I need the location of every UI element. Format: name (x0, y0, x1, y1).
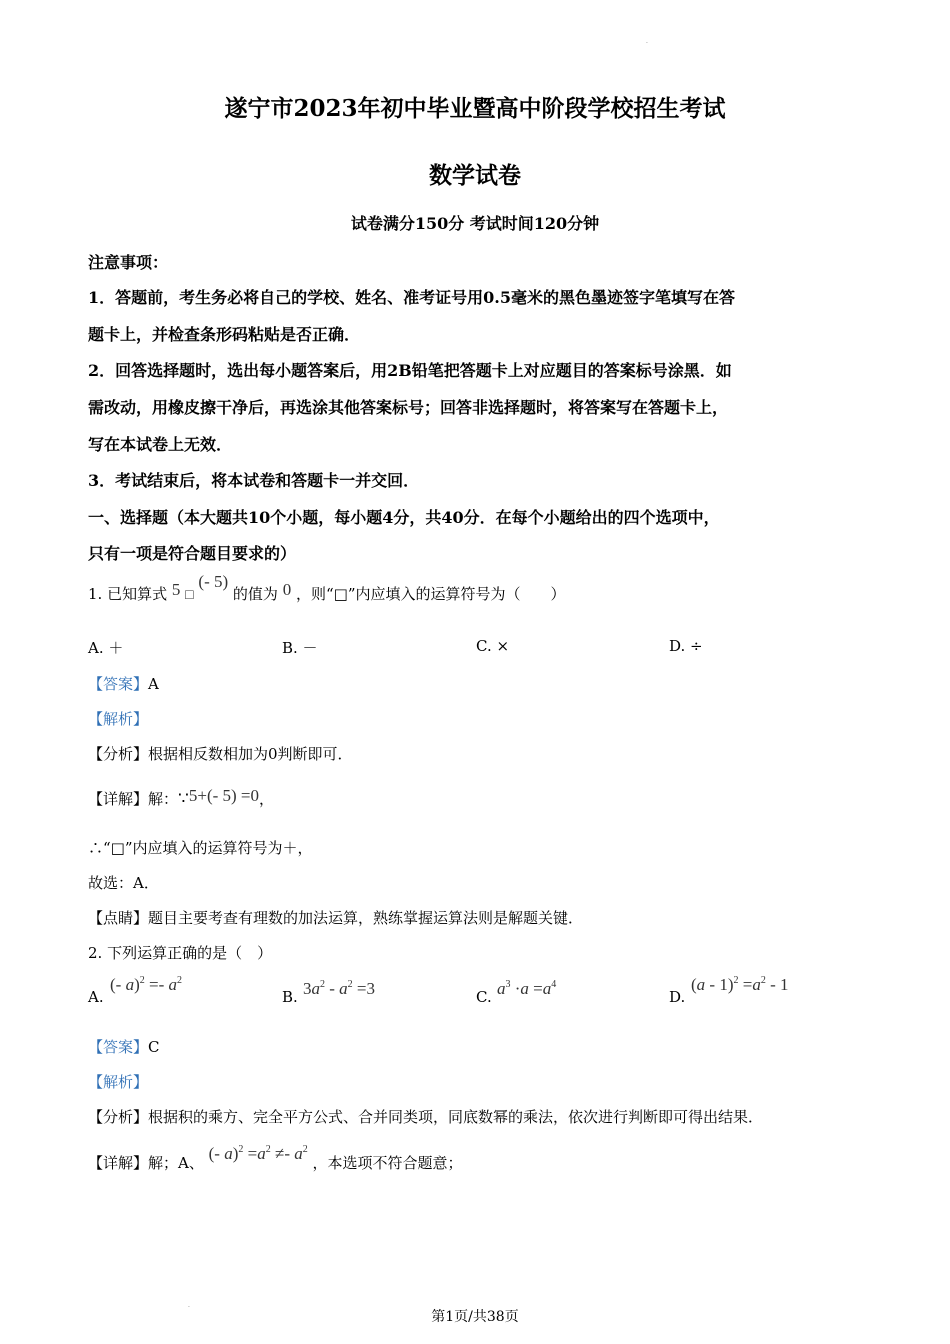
q2-option-c-math: $a^3 \cdot a =a^4$ (497, 979, 557, 998)
exam-title: 遂宁市2023年初中毕业暨高中阶段学校招生考试 (224, 95, 726, 122)
q1-answer: 【答案】A (88, 675, 159, 693)
q1-fenxi: 【分析】根据相反数相加为0判断即可． (88, 745, 353, 763)
notice-heading: 注意事项： (88, 253, 169, 272)
exam-info: 试卷满分150分 考试时间120分钟 (350, 214, 600, 233)
answer-tag: 【答案】 (88, 1038, 149, 1056)
q1-math-neg5: (- 5) (198, 572, 229, 591)
q1-option-b: B. － (282, 639, 318, 657)
exam-subject: 数学试卷 (429, 162, 521, 189)
q2-option-d-math: $(a - 1)^2 =a^2 - 1$ (691, 975, 789, 994)
q1-detail: 【详解】解：∵5+(- 5) =0， (88, 786, 275, 809)
q1-option-c: C. × (476, 637, 510, 655)
notice-item-2-line-1: 2．回答选择题时，选出每小题答案后，用2B铅笔把答题卡上对应题目的答案标号涂黑．如 (88, 361, 732, 380)
scan-dot: · (188, 1304, 190, 1311)
notice-item-2-line-3: 写在本试卷上无效． (88, 435, 233, 454)
q2-option-b-label: B. (282, 988, 298, 1006)
q2-analysis-tag: 【解析】 (88, 1073, 149, 1091)
q2-option-c-label: C. (476, 988, 492, 1006)
q2-option-a-label: A. (88, 988, 104, 1006)
q1-math-zero: 0 (282, 580, 292, 599)
q2-detail-math: (- $a)^2 =a^2 \ne- a^2$ (208, 1144, 308, 1163)
answer-tag: 【答案】 (88, 675, 149, 693)
notice-item-1-line-1: 1．答题前，考生务必将自己的学校、姓名、准考证号用0.5毫米的黑色墨迹签字笔填写在答 (88, 288, 735, 307)
section-1-line-2: 只有一项是符合题目要求的） (88, 544, 297, 563)
q1-therefore: ∴“□”内应填入的运算符号为＋， (88, 839, 313, 857)
notice-item-3: 3．考试结束后，将本试卷和答题卡一并交回． (88, 471, 420, 490)
q2-option-b-math: $3a^2 - a^2 =3$ (303, 979, 376, 998)
q1-choose: 故选：A． (88, 874, 159, 892)
q2-option-a-math: (- $a)^2 =- a^2$ (110, 975, 182, 994)
question-1-stem: 1. 已知算式 5 □ (- 5) 的值为 0 ，则“□”内应填入的运算符号为（ ） (88, 572, 566, 603)
q2-option-d-label: D. (669, 988, 686, 1006)
q1-option-d: D. ÷ (669, 637, 703, 655)
notice-item-1-line-2: 题卡上，并检查条形码粘贴是否正确． (88, 325, 361, 344)
q1-detail-math: 5+(- 5) =0 (188, 786, 260, 805)
notice-item-2-line-2: 需改动，用橡皮擦干净后，再选涂其他答案标号；回答非选择题时，将答案写在答题卡上， (88, 398, 729, 417)
scan-dot: · (646, 40, 648, 47)
q1-analysis-tag: 【解析】 (88, 710, 149, 728)
q2-answer: 【答案】C (88, 1038, 160, 1056)
q1-math-5: 5 (171, 580, 181, 599)
section-1-line-1: 一、选择题（本大题共10个小题，每小题4分，共40分．在每个小题给出的四个选项中， (88, 508, 720, 527)
page-number: 第1页/共38页 (431, 1309, 519, 1325)
question-2-stem: 2. 下列运算正确的是（ ） (88, 944, 273, 962)
q2-fenxi: 【分析】根据积的乘方、完全平方公式、合并同类项，同底数幂的乘法，依次进行判断即可得出结果． (88, 1108, 764, 1126)
q1-dianjing: 【点睛】题目主要考查有理数的加法运算，熟练掌握运算法则是解题关键． (88, 909, 584, 927)
q2-detail: 【详解】解；A、 (- $a)^2 =a^2 \ne- a^2$ ，本选项不符合题意； (88, 1144, 463, 1172)
q1-option-a: A. ＋ (88, 639, 124, 657)
q1-math-box: □ (185, 588, 194, 603)
